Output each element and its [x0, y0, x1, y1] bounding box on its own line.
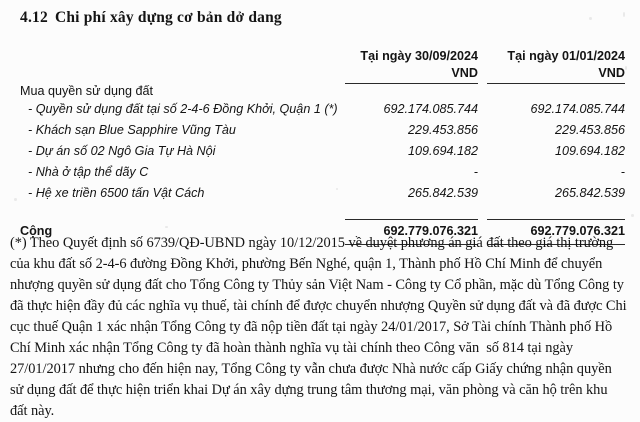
total-label: Cộng [20, 224, 53, 238]
table-row [0, 186, 640, 207]
row-value-col2: - [620, 165, 625, 179]
row-value-col1: 265.842.539 [407, 186, 478, 200]
table-row [0, 144, 640, 165]
row-value-col1: 229.453.856 [407, 123, 478, 137]
scan-speckle [336, 188, 338, 190]
row-label: - Hệ xe triền 6500 tấn Vật Cách [28, 186, 205, 200]
row-label: - Dự án số 02 Ngô Gia Tự Hà Nội [28, 144, 216, 158]
total-value-col1: 692.779.076.321 [383, 224, 478, 238]
scan-speckle [14, 198, 17, 201]
scan-speckle [631, 214, 634, 217]
table-section-row [0, 84, 640, 102]
table-header-row [0, 48, 640, 84]
row-value-col1: 692.174.085.744 [383, 102, 478, 116]
column-header-2-date: Tại ngày 01/01/2024 [507, 49, 625, 63]
table-row [0, 123, 640, 144]
section-label: Mua quyền sử dụng đất [20, 84, 154, 98]
column-header-1 [338, 48, 478, 82]
column-header-1-currency: VND [451, 66, 478, 80]
page-title [20, 9, 282, 27]
row-value-col1: - [473, 165, 478, 179]
scan-speckle [589, 17, 592, 20]
row-value-col1: 109.694.182 [407, 144, 478, 158]
total-rule-top-1 [345, 219, 478, 220]
row-value-col2: 692.174.085.744 [530, 102, 625, 116]
row-label: - Quyền sử dụng đất tại số 2-4-6 Đồng Khởi, Quận 1 (*) [28, 102, 338, 116]
note-number: 4.12 [20, 9, 48, 26]
row-value-col2: 265.842.539 [554, 186, 625, 200]
column-header-2-currency: VND [598, 66, 625, 80]
scan-speckle [625, 66, 627, 70]
table-row [0, 102, 640, 123]
total-value-col2: 692.779.076.321 [530, 224, 625, 238]
column-header-1-date: Tại ngày 30/09/2024 [360, 49, 478, 63]
row-value-col2: 109.694.182 [554, 144, 625, 158]
note-title-text: Chi phí xây dựng cơ bản dở dang [54, 9, 282, 26]
row-value-col2: 229.453.856 [554, 123, 625, 137]
column-header-2 [485, 48, 625, 82]
row-label: - Nhà ở tập thể dãy C [28, 165, 149, 179]
footnote-text: (*) Theo Quyết định số 6739/QĐ-UBND ngày 10/12/2015 về duyệt phương án giá đất theo giá thị trường của khu đất số 2-4-6 đường Đồng Khởi, phường Bến Nghé, quận 1, Thành phố Hồ Chí Minh để chuyển nhượng quyền sử dụng đất cho Tổng Công ty Thủy sản Việt Nam - Công ty Cổ phần, mặc dù Tổng Công ty đã thực hiện đầy đủ các nghĩa vụ thuế, tài chính để được chuyển nhượng Quyền sử dụng đất và đã được Chi cục thuế Quận 1 xác nhận Tổng Công ty đã nộp tiền đất tại ngày 24/01/2017, Sở Tài chính Thành phố Hồ Chí Minh xác nhận Tổng Công ty đã hoàn thành nghĩa vụ tài chính theo Công văn số 814 tại ngày 27/01/2017 nhưng cho đến hiện nay, Tổng Công ty vẫn chưa được Nhà nước cấp Giấy chứng nhận quyền sử dụng đất để thực hiện triển khai Dự án xây dựng trung tâm thương mại, văn phòng và căn hộ trên khu đất này. [10, 235, 631, 419]
construction-in-progress-table [0, 48, 640, 237]
scan-speckle [165, 226, 168, 228]
total-rule-top-2 [487, 219, 625, 220]
row-label: - Khách sạn Blue Sapphire Vũng Tàu [28, 123, 236, 137]
scan-speckle [623, 12, 625, 17]
table-row [0, 165, 640, 186]
